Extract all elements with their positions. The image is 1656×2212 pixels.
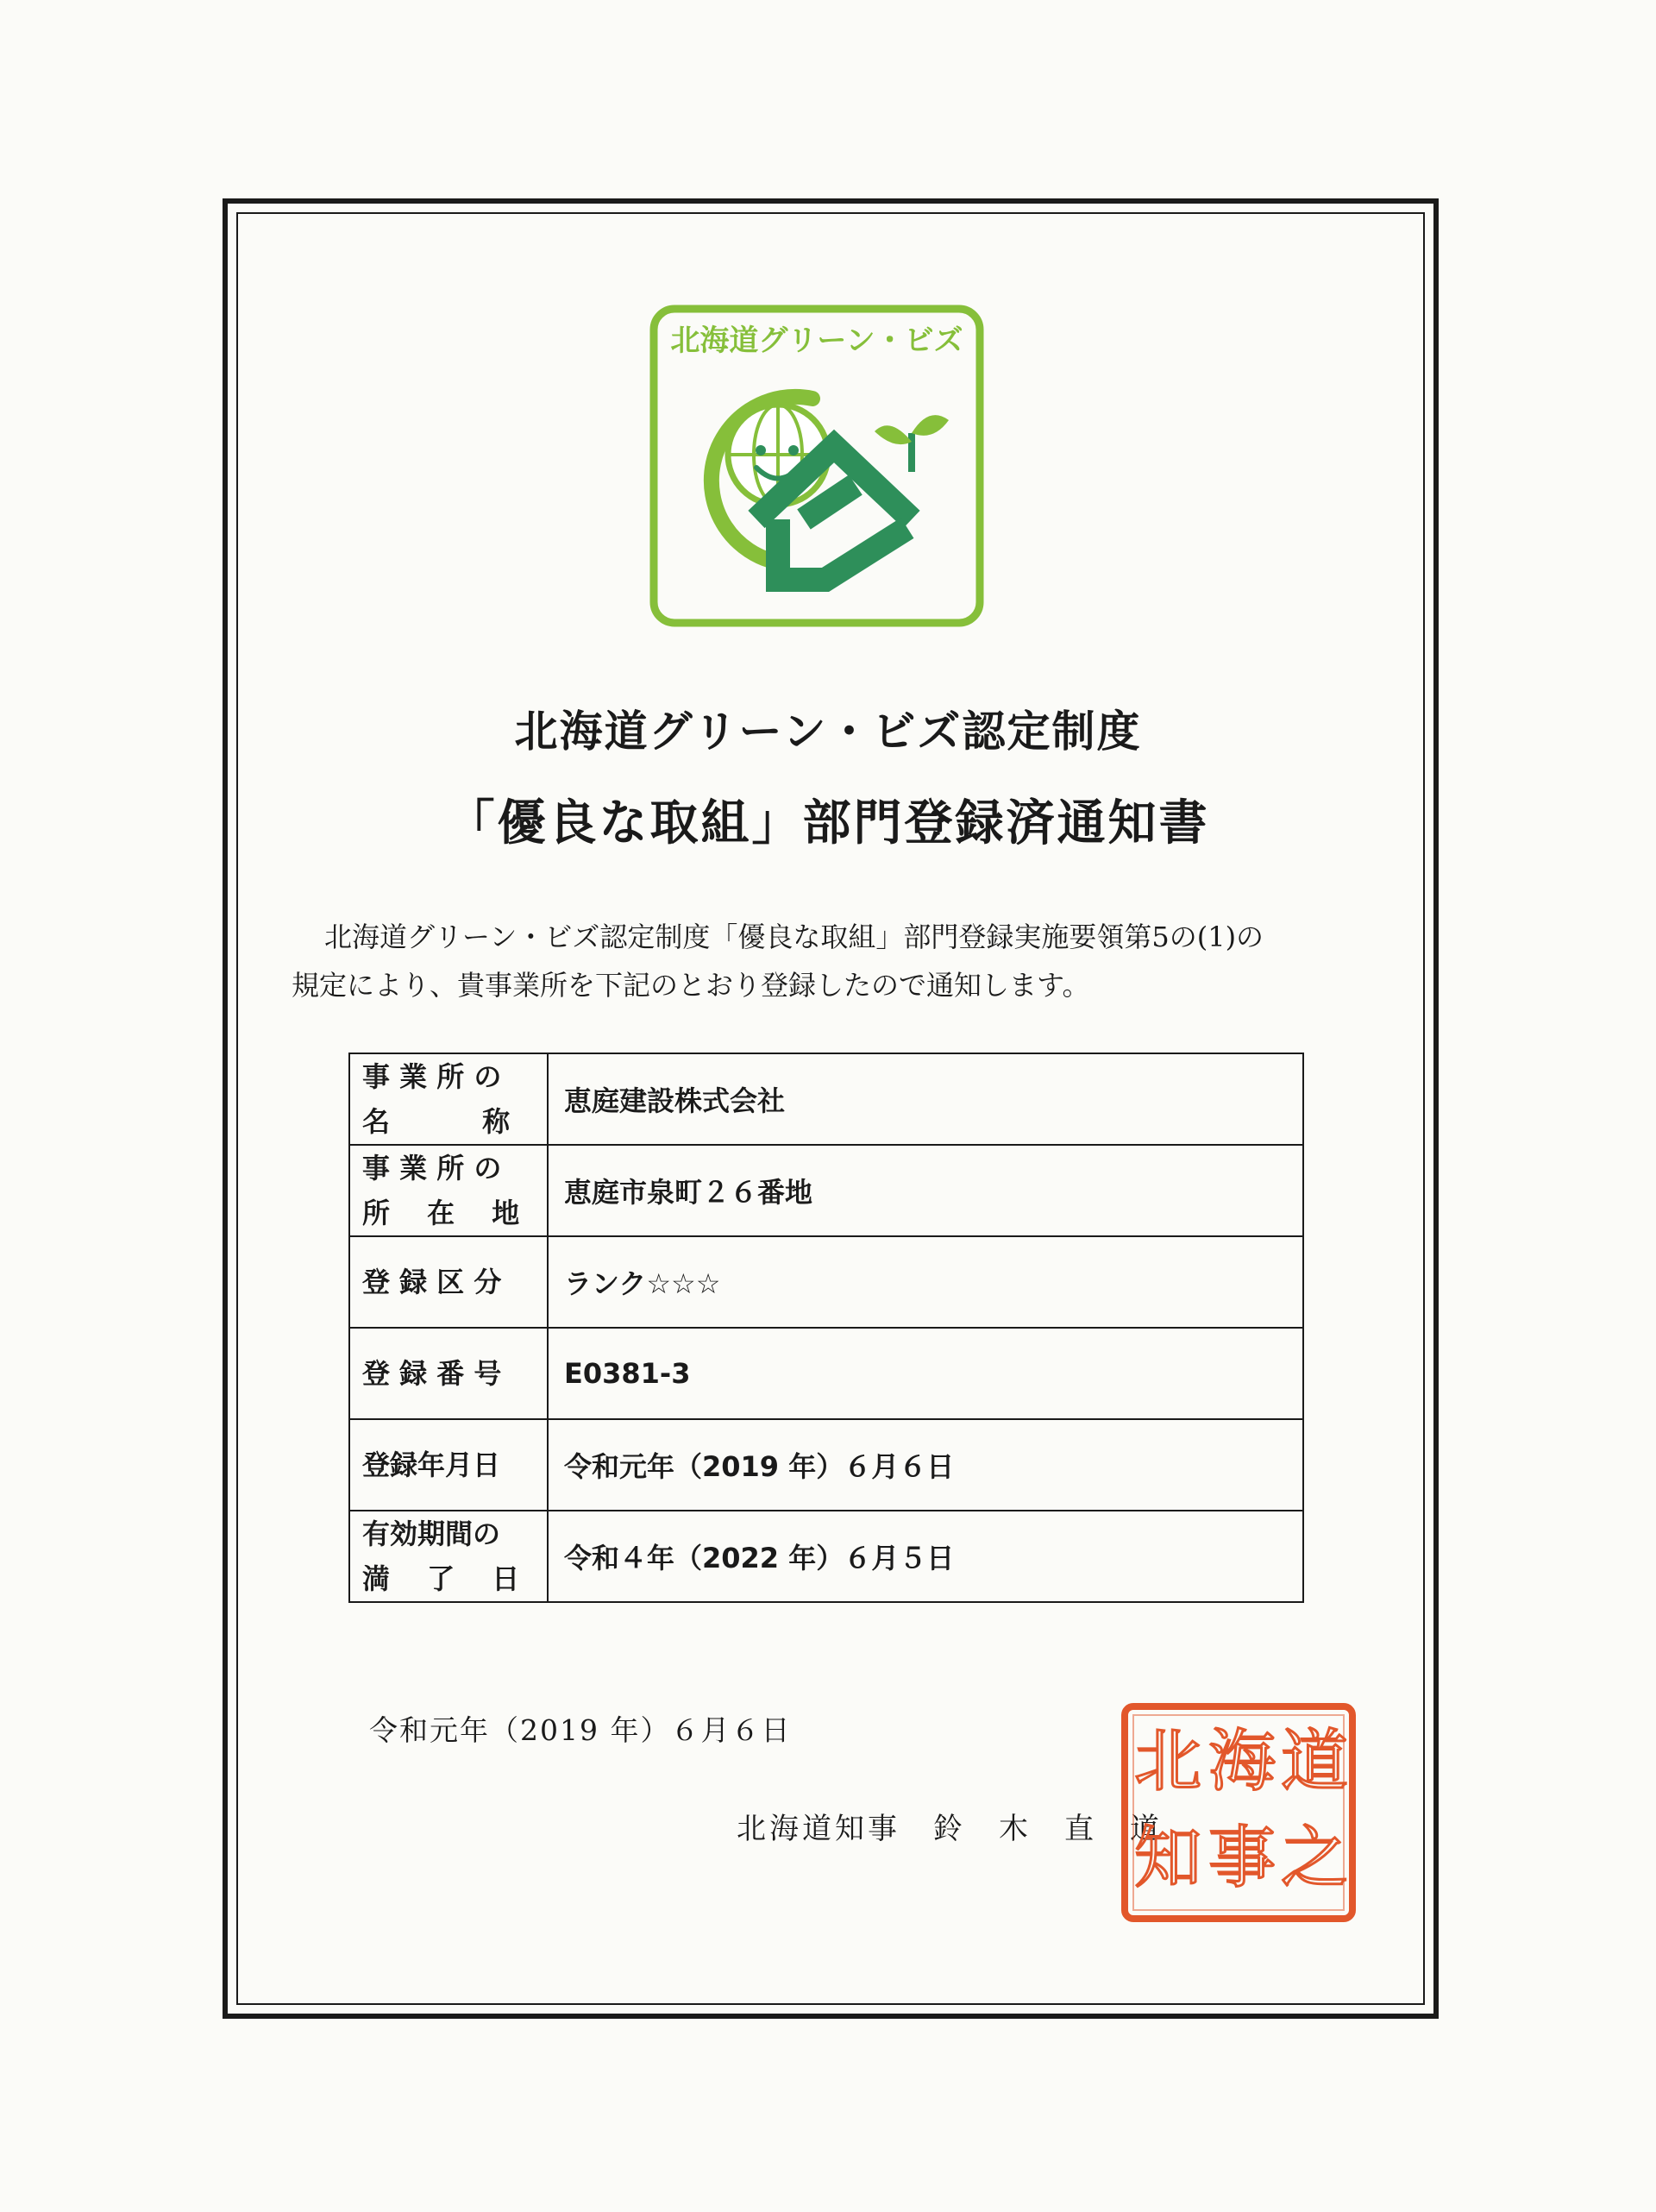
registration-number-label: 登 録 番 号 [362,1357,502,1390]
office-address-label: 事 業 所 の 所 在 地 [362,1152,520,1229]
green-biz-logo-icon [649,304,985,628]
expiry-date-value: 令和４年（2022 年）６月５日 [548,1511,1303,1602]
notice-body-line-1: 北海道グリーン・ビズ認定制度「優良な取組」部門登録実施要領第5の(1)の [324,921,1264,953]
row-label [349,1328,548,1419]
governor-signature: 北海道知事 鈴 木 直 道 [737,1812,1163,1846]
svg-text:海: 海 [1208,1723,1276,1800]
office-name-value: 恵庭建設株式会社 [548,1053,1303,1145]
table-row [349,1053,1303,1145]
svg-text:之: 之 [1280,1819,1349,1897]
row-label [349,1419,548,1511]
row-label [349,1236,548,1328]
green-biz-logo [649,304,985,628]
notice-body-line-2: 規定により、貴事業所を下記のとおり登録したので通知します。 [292,969,1090,1002]
expiry-date-label: 有効期間の 満 了 日 [362,1518,520,1595]
office-name-label: 事 業 所 の 名 称 [362,1060,511,1138]
svg-text:知: 知 [1133,1819,1202,1897]
svg-text:事: 事 [1208,1819,1276,1897]
registration-category-value: ランク☆☆☆ [548,1236,1303,1328]
notice-body [292,913,1404,1009]
table-row [349,1511,1303,1602]
official-seal-icon [1120,1701,1358,1924]
registration-category-label: 登 録 区 分 [362,1266,502,1298]
logo-text: 北海道グリーン・ビズ [670,324,963,358]
table-row [349,1145,1303,1236]
title-line-2: 「優良な取組」部門登録済通知書 [446,795,1210,851]
table-row [349,1236,1303,1328]
row-label [349,1053,548,1145]
svg-text:北: 北 [1133,1723,1202,1800]
official-seal [1120,1701,1358,1924]
office-address-value: 恵庭市泉町２６番地 [548,1145,1303,1236]
row-label [349,1511,548,1602]
issue-date: 令和元年（2019 年）６月６日 [369,1713,792,1747]
registration-number-value: E0381-3 [548,1328,1303,1419]
row-label [349,1145,548,1236]
registration-table [348,1053,1304,1603]
table-row [349,1328,1303,1419]
registration-date-value: 令和元年（2019 年）６月６日 [548,1419,1303,1511]
registration-date-label: 登録年月日 [362,1448,501,1481]
table-row [349,1419,1303,1511]
svg-text:道: 道 [1280,1723,1349,1800]
title-line-1: 北海道グリーン・ビズ認定制度 [514,707,1142,757]
